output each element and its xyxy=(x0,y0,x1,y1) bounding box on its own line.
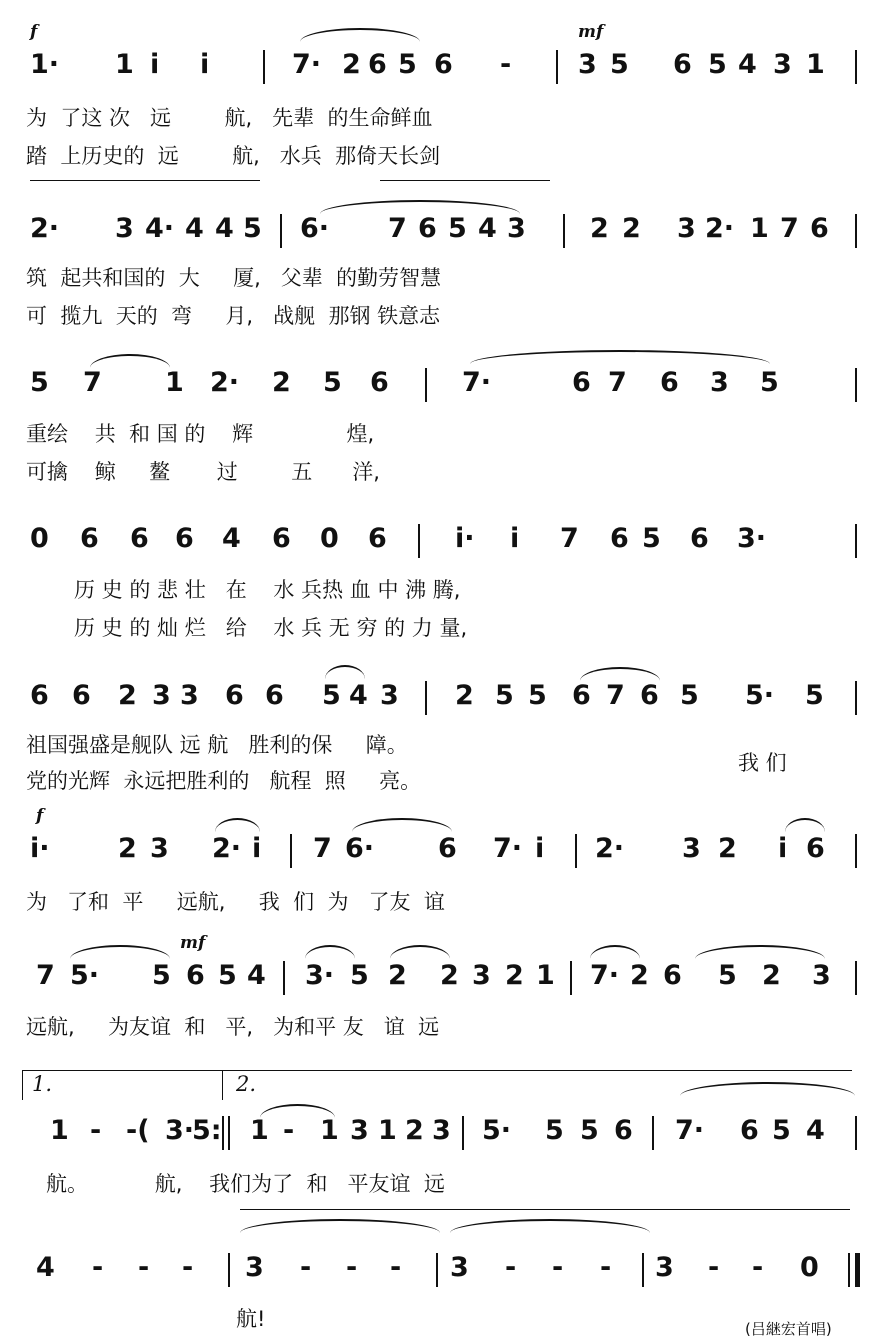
note: 3 xyxy=(472,960,491,991)
slur xyxy=(470,350,770,364)
lyrics-verse-1: 重绘 共 和 国 的 辉 煌, xyxy=(26,422,375,446)
note: 2 xyxy=(405,1115,424,1146)
note: 7 xyxy=(83,367,102,398)
note: 2 xyxy=(762,960,781,991)
notes-row xyxy=(0,50,893,90)
note: 7 xyxy=(608,367,627,398)
lyrics-verse-2: 可擒 鲸 鳌 过 五 洋, xyxy=(26,460,380,484)
lyrics-verse-2: 党的光辉 永远把胜利的 航程 照 亮。 xyxy=(26,769,422,793)
note: - xyxy=(346,1252,358,1283)
note: 4 xyxy=(806,1115,825,1146)
note: - xyxy=(300,1252,312,1283)
slur xyxy=(70,945,170,959)
note: 3 xyxy=(578,49,597,80)
note: i· xyxy=(30,833,50,864)
note: 2 xyxy=(455,680,474,711)
note: 5 xyxy=(680,680,699,711)
note: 6 xyxy=(690,523,709,554)
note: 2 xyxy=(505,960,524,991)
note: - xyxy=(708,1252,720,1283)
note: 3 xyxy=(432,1115,451,1146)
note: - xyxy=(283,1115,295,1146)
barline xyxy=(228,1253,230,1287)
note: 2 xyxy=(630,960,649,991)
note: 1 xyxy=(165,367,184,398)
note: 3 xyxy=(812,960,831,991)
note: 1 xyxy=(250,1115,269,1146)
note: - xyxy=(182,1252,194,1283)
lyrics-verse-1: 祖国强盛是舰队 远 航 胜利的保 障。 xyxy=(26,733,408,757)
note: 5 xyxy=(322,680,341,711)
lyrics-verse-2: 可 揽九 天的 弯 月, 战舰 那钢 铁意志 xyxy=(26,304,441,328)
dynamic-mezzo-forte: mf xyxy=(578,22,604,42)
note: 3 xyxy=(655,1252,674,1283)
lyrics-verse-2: 历 史 的 灿 烂 给 水 兵 无 穷 的 力 量, xyxy=(74,616,468,640)
note: 4 xyxy=(185,213,204,244)
note: 4 xyxy=(738,49,757,80)
slur xyxy=(680,1082,855,1096)
note: 3 xyxy=(682,833,701,864)
note: 3 xyxy=(507,213,526,244)
note: 1 xyxy=(750,213,769,244)
lyrics-verse-1: 远航, 为友谊 和 平, 为和平 友 谊 远 xyxy=(26,1015,440,1039)
volta-bracket-1 xyxy=(22,1070,23,1100)
note: 2· xyxy=(705,213,735,244)
note: 3 xyxy=(150,833,169,864)
volta-label-2: 2. xyxy=(236,1072,257,1096)
note: 5 xyxy=(350,960,369,991)
slur xyxy=(300,28,420,42)
note: 6 xyxy=(272,523,291,554)
note: 6 xyxy=(80,523,99,554)
dynamic-forte: f xyxy=(30,22,38,42)
note: i xyxy=(778,833,788,864)
note: 2 xyxy=(590,213,609,244)
slur xyxy=(352,818,452,832)
notes-row xyxy=(0,1253,893,1293)
note: 6 xyxy=(740,1115,759,1146)
barline xyxy=(855,961,857,995)
notes-row xyxy=(0,834,893,874)
note: 5: xyxy=(192,1115,222,1146)
tie-line xyxy=(240,1209,850,1210)
slur xyxy=(695,945,825,959)
notes-row xyxy=(0,681,893,721)
lyrics-verse-1: 筑 起共和国的 大 厦, 父辈 的勤劳智慧 xyxy=(26,266,442,290)
note: 5· xyxy=(70,960,100,991)
note: 4 xyxy=(247,960,266,991)
note: 6 xyxy=(572,680,591,711)
note: 6 xyxy=(186,960,205,991)
note: 5 xyxy=(448,213,467,244)
note: 2· xyxy=(210,367,240,398)
note: i xyxy=(252,833,262,864)
note: 6 xyxy=(130,523,149,554)
note: 6 xyxy=(370,367,389,398)
note: 6 xyxy=(438,833,457,864)
lyrics-verse-1: 为 了这 次 远 航, 先辈 的生命鲜血 xyxy=(26,106,433,130)
volta-bracket-2 xyxy=(222,1070,223,1100)
slur xyxy=(580,667,660,681)
barline xyxy=(418,524,420,558)
note: 6 xyxy=(660,367,679,398)
note: 3 xyxy=(152,680,171,711)
lyrics-verse-1: 航。 航, 我们为了 和 平友谊 远 xyxy=(46,1172,445,1196)
volta-label-1: 1. xyxy=(32,1072,53,1096)
note: 7· xyxy=(462,367,492,398)
note: 5 xyxy=(642,523,661,554)
barline xyxy=(855,834,857,868)
slur xyxy=(785,818,825,832)
crescendo-line xyxy=(380,180,550,181)
note: 5· xyxy=(482,1115,512,1146)
note: 7· xyxy=(493,833,523,864)
note: 6 xyxy=(810,213,829,244)
notes-row xyxy=(0,214,893,254)
final-barline xyxy=(855,1253,860,1287)
note: 5 xyxy=(30,367,49,398)
note: 7 xyxy=(388,213,407,244)
note: 1 xyxy=(378,1115,397,1146)
barline xyxy=(855,368,857,402)
notes-row xyxy=(0,961,893,1001)
note: 3 xyxy=(245,1252,264,1283)
note: 5 xyxy=(495,680,514,711)
dynamic-mezzo-forte: mf xyxy=(180,933,206,953)
note: 1 xyxy=(50,1115,69,1146)
note: 7 xyxy=(606,680,625,711)
singer-credit: (吕継宏首唱) xyxy=(745,1320,832,1338)
note: 7· xyxy=(675,1115,705,1146)
final-barline xyxy=(848,1253,850,1287)
note: 5 xyxy=(610,49,629,80)
note: 6 xyxy=(72,680,91,711)
barline xyxy=(425,368,427,402)
note: 6 xyxy=(265,680,284,711)
note: 5 xyxy=(772,1115,791,1146)
note: 7 xyxy=(36,960,55,991)
note: - xyxy=(138,1252,150,1283)
repeat-barline xyxy=(222,1116,224,1150)
volta-line xyxy=(22,1070,852,1071)
note: 5 xyxy=(805,680,824,711)
note: 2 xyxy=(118,680,137,711)
dynamic-forte: f xyxy=(36,806,44,826)
barline xyxy=(563,214,565,248)
note: 3 xyxy=(773,49,792,80)
note: 2 xyxy=(718,833,737,864)
note: 5 xyxy=(218,960,237,991)
note: - xyxy=(752,1252,764,1283)
note: 5 xyxy=(545,1115,564,1146)
note: 6 xyxy=(418,213,437,244)
barline xyxy=(425,681,427,715)
note: 3 xyxy=(380,680,399,711)
note: 5 xyxy=(243,213,262,244)
note: 6 xyxy=(434,49,453,80)
note: 2· xyxy=(212,833,242,864)
note: 7 xyxy=(313,833,332,864)
barline xyxy=(855,50,857,84)
note: 5 xyxy=(528,680,547,711)
slur xyxy=(450,1219,650,1233)
note: 2· xyxy=(30,213,60,244)
note: i xyxy=(150,49,160,80)
barline xyxy=(556,50,558,84)
barline xyxy=(575,834,577,868)
barline xyxy=(855,681,857,715)
note: 6 xyxy=(614,1115,633,1146)
note: 6· xyxy=(345,833,375,864)
note: 7· xyxy=(590,960,620,991)
note: - xyxy=(390,1252,402,1283)
slur xyxy=(325,665,365,679)
barline xyxy=(263,50,265,84)
note: 1 xyxy=(320,1115,339,1146)
note: - xyxy=(552,1252,564,1283)
note: 6 xyxy=(368,523,387,554)
note: 7 xyxy=(780,213,799,244)
note: - xyxy=(600,1252,612,1283)
note: - xyxy=(92,1252,104,1283)
lyrics-verse-1: 历 史 的 悲 壮 在 水 兵热 血 中 沸 腾, xyxy=(74,578,461,602)
note: 1 xyxy=(806,49,825,80)
note: 0 xyxy=(320,523,339,554)
note: 1 xyxy=(536,960,555,991)
note: - xyxy=(90,1115,102,1146)
note: 7· xyxy=(292,49,322,80)
note: 4 xyxy=(215,213,234,244)
note: 4 xyxy=(478,213,497,244)
lyrics-aside: 我 们 xyxy=(738,751,787,775)
note: 6 xyxy=(663,960,682,991)
note: 3· xyxy=(305,960,335,991)
note: 3 xyxy=(350,1115,369,1146)
barline xyxy=(855,1116,857,1150)
note: 6 xyxy=(368,49,387,80)
note: 4 xyxy=(349,680,368,711)
notes-row xyxy=(0,1116,893,1156)
slur xyxy=(240,1219,440,1233)
slur xyxy=(590,945,640,959)
note: 3 xyxy=(710,367,729,398)
barline xyxy=(652,1116,654,1150)
note: i xyxy=(535,833,545,864)
barline xyxy=(462,1116,464,1150)
slur xyxy=(305,945,355,959)
notes-row xyxy=(0,368,893,408)
notes-row xyxy=(0,524,893,564)
note: 6 xyxy=(30,680,49,711)
note: - xyxy=(500,49,512,80)
note: 0 xyxy=(800,1252,819,1283)
note: 4 xyxy=(36,1252,55,1283)
note: 2 xyxy=(118,833,137,864)
note: 3 xyxy=(450,1252,469,1283)
slur xyxy=(390,945,450,959)
note: 3 xyxy=(677,213,696,244)
note: 4· xyxy=(145,213,175,244)
note: i xyxy=(510,523,520,554)
note: 6 xyxy=(572,367,591,398)
note: 6 xyxy=(673,49,692,80)
slur xyxy=(215,818,260,832)
barline xyxy=(855,214,857,248)
note: 7 xyxy=(560,523,579,554)
barline xyxy=(283,961,285,995)
barline xyxy=(436,1253,438,1287)
note: 6· xyxy=(300,213,330,244)
slur xyxy=(320,200,520,214)
note: 3· xyxy=(737,523,767,554)
note: 5· xyxy=(745,680,775,711)
note: 2 xyxy=(342,49,361,80)
note: 5 xyxy=(708,49,727,80)
note: 5 xyxy=(580,1115,599,1146)
note: 2 xyxy=(272,367,291,398)
note: 5 xyxy=(398,49,417,80)
note: 2· xyxy=(595,833,625,864)
repeat-barline xyxy=(228,1116,230,1150)
note: 5 xyxy=(718,960,737,991)
note: 6 xyxy=(640,680,659,711)
note: 0 xyxy=(30,523,49,554)
note: 5 xyxy=(323,367,342,398)
barline xyxy=(642,1253,644,1287)
barline xyxy=(570,961,572,995)
barline xyxy=(855,524,857,558)
note: 3 xyxy=(115,213,134,244)
barline xyxy=(290,834,292,868)
barline xyxy=(280,214,282,248)
lyrics-verse-2: 踏 上历史的 远 航, 水兵 那倚天长剑 xyxy=(26,144,441,168)
note: 6 xyxy=(175,523,194,554)
note: 2 xyxy=(388,960,407,991)
note: - xyxy=(505,1252,517,1283)
note: 6 xyxy=(806,833,825,864)
slur xyxy=(90,354,170,368)
note: 5 xyxy=(152,960,171,991)
note: i· xyxy=(455,523,475,554)
note: 6 xyxy=(610,523,629,554)
note: 3· xyxy=(165,1115,195,1146)
note: 1 xyxy=(115,49,134,80)
lyrics-verse-1: 为 了和 平 远航, 我 们 为 了友 谊 xyxy=(26,890,445,914)
note: 6 xyxy=(225,680,244,711)
note: 2 xyxy=(622,213,641,244)
crescendo-line xyxy=(30,180,260,181)
note: 4 xyxy=(222,523,241,554)
note: 5 xyxy=(760,367,779,398)
note: i xyxy=(200,49,210,80)
note: 2 xyxy=(440,960,459,991)
lyrics-verse-1: 航! xyxy=(236,1307,266,1331)
note: 3 xyxy=(180,680,199,711)
note: -( xyxy=(126,1115,150,1146)
note: 1· xyxy=(30,49,60,80)
